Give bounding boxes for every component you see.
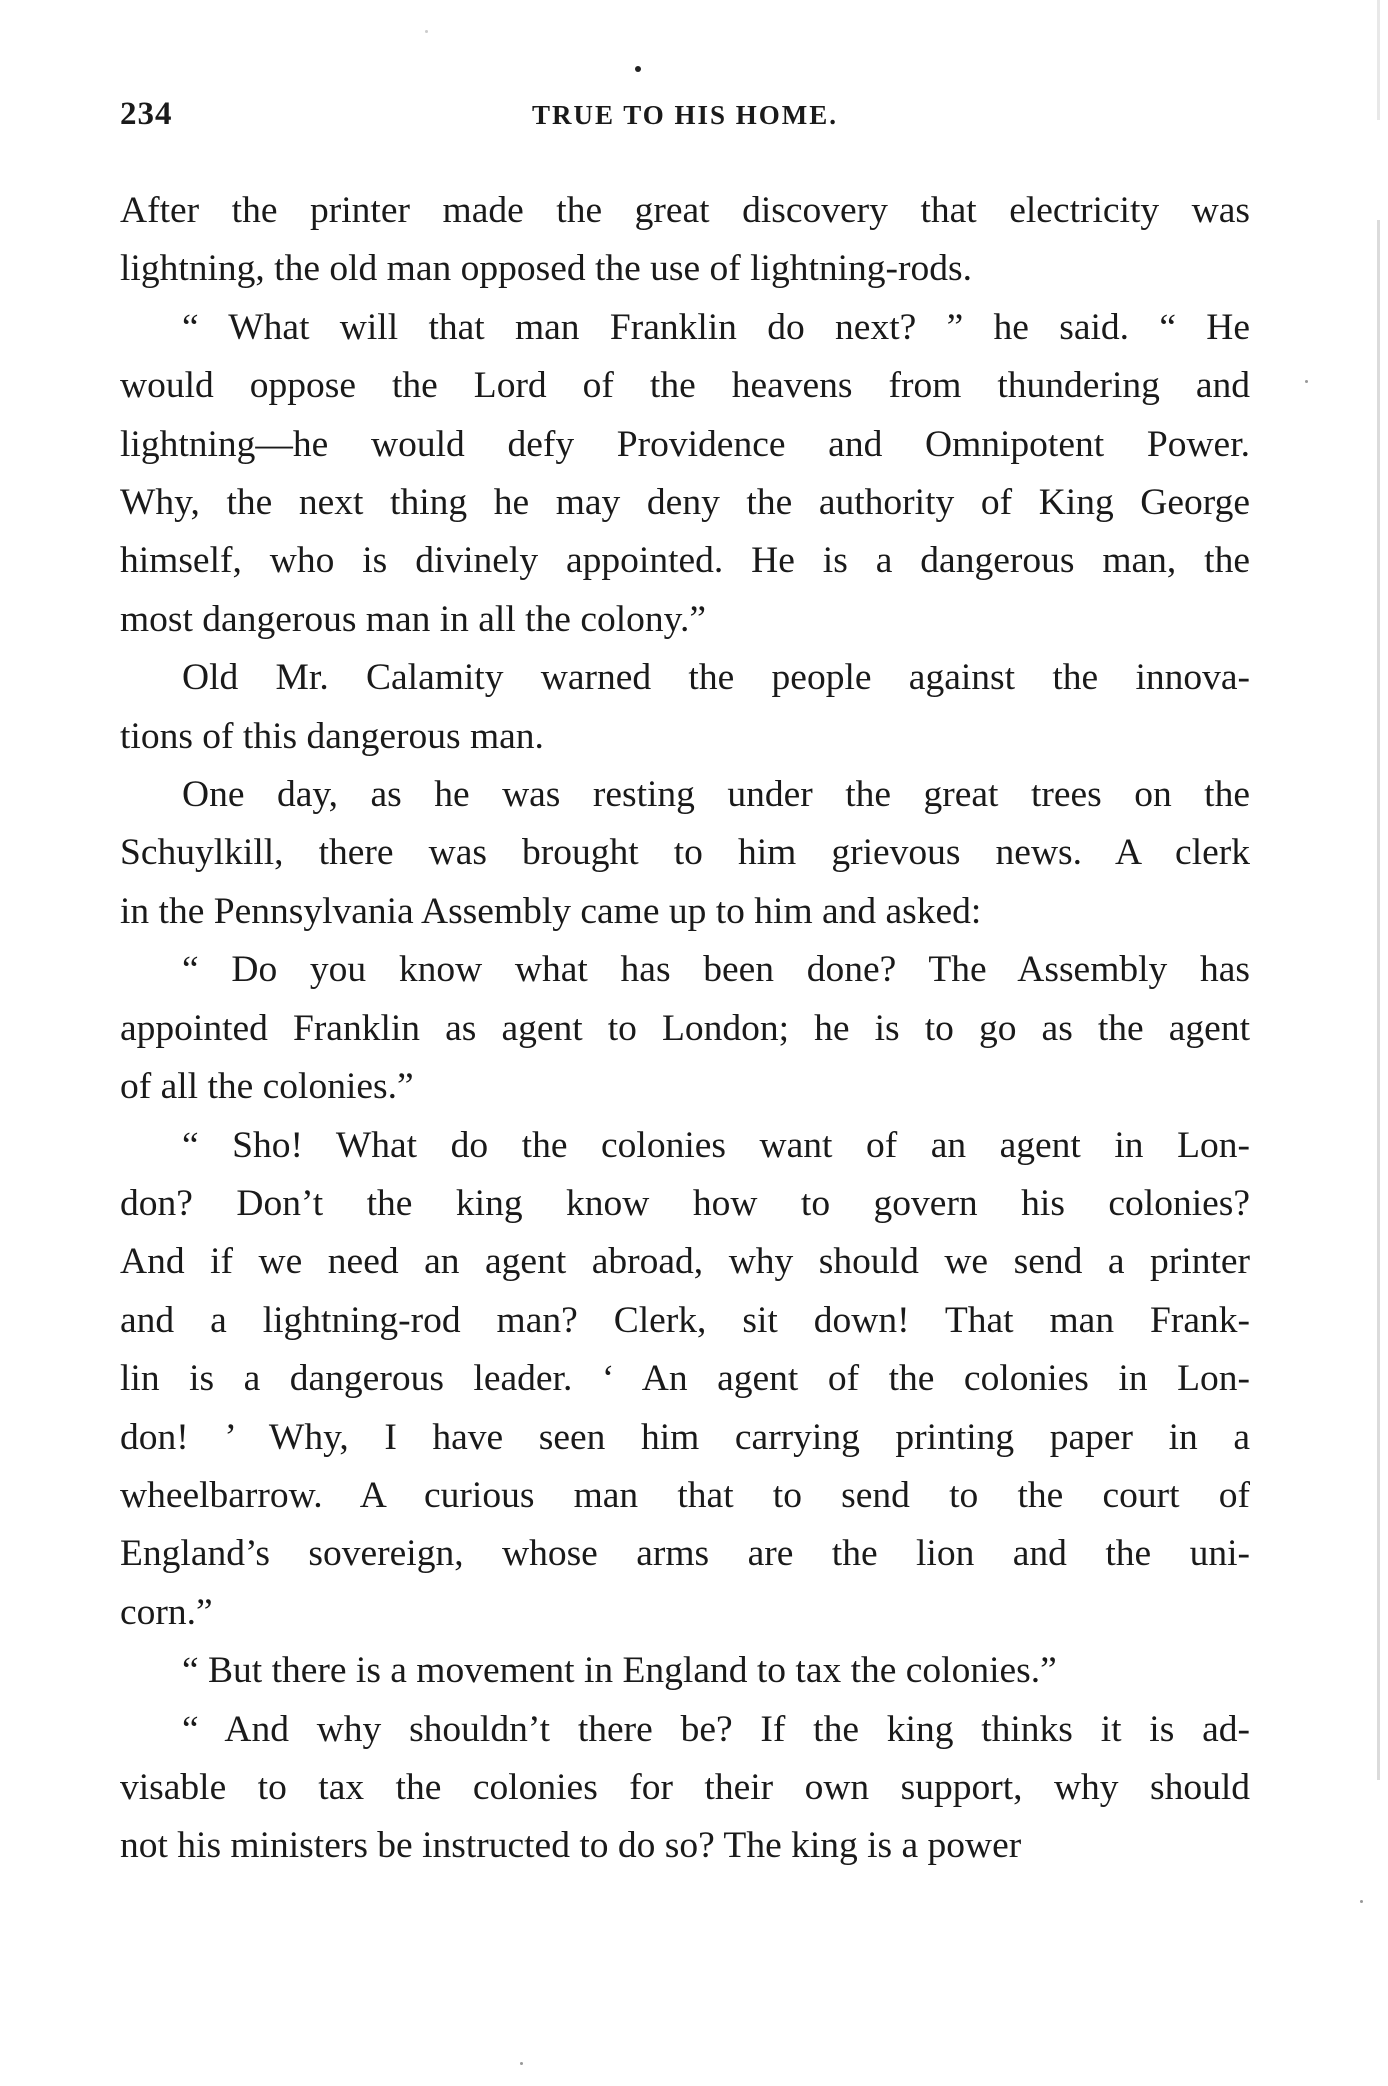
text-line: visable to tax the colonies for their own support, why should: [120, 1766, 1250, 1808]
paragraph: [120, 1701, 1250, 1876]
body-text: [120, 182, 1250, 1876]
text-line: England’s sovereign, whose arms are the lion and the uni-: [120, 1533, 1250, 1575]
text-line: and a lightning-rod man? Clerk, sit down! That man Frank-: [120, 1299, 1250, 1341]
text-line: appointed Franklin as agent to London; he is to go as the agent: [120, 1007, 1250, 1049]
paragraph: [120, 941, 1250, 1116]
page-number: 234: [120, 96, 173, 132]
scan-edge-shadow: [1377, 0, 1380, 120]
paragraph: [120, 766, 1250, 941]
print-speck: [635, 66, 641, 72]
text-line: not his ministers be instructed to do so? The king is a power: [120, 1825, 1022, 1867]
text-line: himself, who is divinely appointed. He is a dangerous man, the: [120, 540, 1250, 582]
text-line: most dangerous man in all the colony.”: [120, 598, 706, 640]
text-line: lightning, the old man opposed the use of lightning-rods.: [120, 248, 972, 290]
text-line: “ And why shouldn’t there be? If the king thinks it is ad-: [182, 1708, 1250, 1750]
paragraph: [120, 1117, 1250, 1643]
text-line: “ Sho! What do the colonies want of an agent in Lon-: [182, 1124, 1250, 1166]
print-speck: [1305, 380, 1308, 383]
text-line: Schuylkill, there was brought to him grievous news. A clerk: [120, 832, 1250, 874]
text-line: Old Mr. Calamity warned the people against the innova-: [182, 657, 1250, 699]
paragraph: [120, 649, 1250, 766]
paragraph: [120, 299, 1250, 649]
text-line: in the Pennsylvania Assembly came up to him and asked:: [120, 890, 982, 932]
text-line: lin is a dangerous leader. ‘ An agent of the colonies in Lon-: [120, 1358, 1250, 1400]
scan-edge-shadow: [1377, 220, 1380, 1780]
text-line: corn.”: [120, 1591, 213, 1633]
text-line: would oppose the Lord of the heavens from thundering and: [120, 365, 1250, 407]
text-line: wheelbarrow. A curious man that to send to the court of: [120, 1474, 1250, 1516]
page-header: [120, 96, 1250, 136]
text-line: of all the colonies.”: [120, 1066, 414, 1108]
text-line: “ What will that man Franklin do next? ” he said. “ He: [182, 306, 1250, 348]
running-head: TRUE TO HIS HOME.: [531, 100, 839, 130]
text-line: “ Do you know what has been done? The Assembly has: [182, 949, 1250, 991]
text-line: One day, as he was resting under the great trees on the: [182, 774, 1250, 816]
text-line: don? Don’t the king know how to govern his colonies?: [120, 1182, 1250, 1224]
text-line: tions of this dangerous man.: [120, 715, 544, 757]
text-line: After the printer made the great discovery that electricity was: [120, 190, 1250, 231]
print-speck: [520, 2062, 523, 2065]
print-speck: [1360, 1900, 1363, 1903]
print-speck: [425, 30, 428, 33]
text-line: And if we need an agent abroad, why should we send a printer: [120, 1241, 1250, 1283]
text-line: lightning—he would defy Providence and Omnipotent Power.: [120, 423, 1250, 465]
text-line: “ But there is a movement in England to tax the colonies.”: [182, 1650, 1057, 1692]
text-line: don! ’ Why, I have seen him carrying printing paper in a: [120, 1416, 1250, 1458]
paragraph: [120, 182, 1250, 299]
text-line: Why, the next thing he may deny the authority of King George: [120, 482, 1250, 524]
paragraph: [120, 1642, 1250, 1700]
